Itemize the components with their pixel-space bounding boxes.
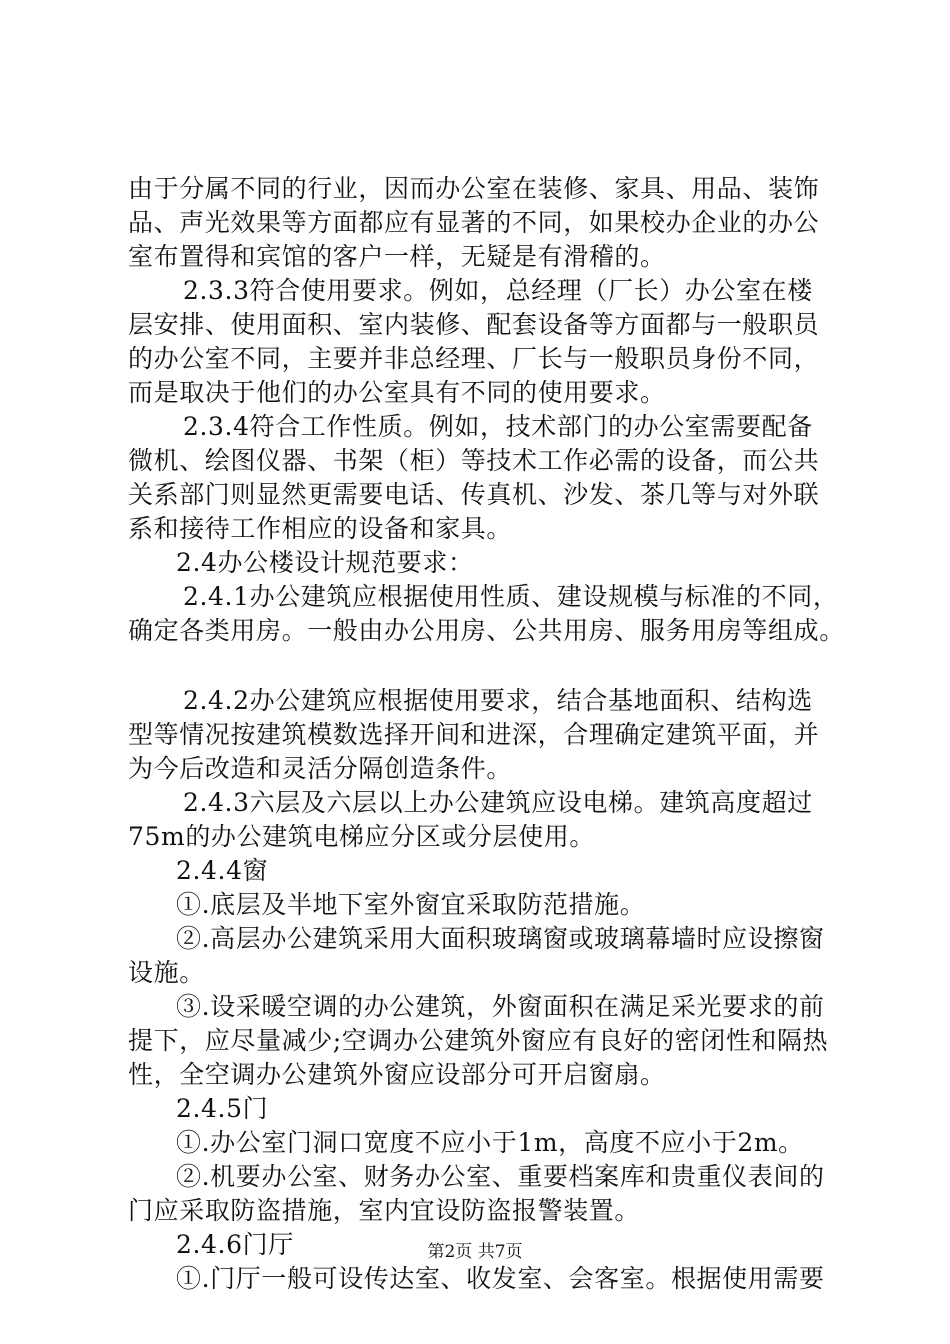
- text-line: 型等情况按建筑模数选择开间和进深，合理确定建筑平面，并: [128, 720, 820, 749]
- text-line: 提下，应尽量减少;空调办公建筑外窗应有良好的密闭性和隔热: [128, 1026, 829, 1055]
- text-line: ①.办公室门洞口宽度不应小于1m，高度不应小于2m。: [176, 1128, 804, 1157]
- text-line: 门应采取防盗措施，室内宜设防盗报警装置。: [128, 1196, 641, 1225]
- section-heading-2-4: [128, 546, 848, 580]
- section-heading: 2.4办公楼设计规范要求：: [176, 548, 474, 577]
- subsection-heading: 2.4.5门: [176, 1094, 269, 1123]
- paragraph-2-4-1: [128, 580, 848, 648]
- text-line: ②.机要办公室、财务办公室、重要档案库和贵重仪表间的: [176, 1162, 825, 1191]
- text-line: 2.4.1办公建筑应根据使用性质、建设规模与标准的不同，: [183, 582, 839, 611]
- text-line: ①.底层及半地下室外窗宜采取防范措施。: [176, 890, 646, 919]
- text-line: 关系部门则显然更需要电话、传真机、沙发、茶几等与对外联: [128, 480, 820, 509]
- text-line: 品、声光效果等方面都应有显著的不同，如果校办企业的办公: [128, 208, 820, 237]
- list-item-door-2: [128, 1160, 848, 1228]
- text-line: ①.门厅一般可设传达室、收发室、会客室。根据使用需要: [176, 1264, 825, 1293]
- paragraph-2-4-3: [128, 786, 848, 854]
- list-item-window-2: [128, 922, 848, 990]
- text-line: 确定各类用房。一般由办公用房、公共用房、服务用房等组成。: [128, 616, 845, 645]
- text-line: ③.设采暖空调的办公建筑，外窗面积在满足采光要求的前: [176, 992, 825, 1021]
- text-line: 2.4.3六层及六层以上办公建筑应设电梯。建筑高度超过: [183, 788, 813, 817]
- text-line: 而是取决于他们的办公室具有不同的使用要求。: [128, 378, 666, 407]
- text-line: 层安排、使用面积、室内装修、配套设备等方面都与一般职员: [128, 310, 820, 339]
- text-line: 75m的办公建筑电梯应分区或分层使用。: [128, 822, 595, 851]
- subsection-heading: 2.4.6门厅: [176, 1230, 294, 1259]
- text-line: 设施。: [128, 958, 205, 987]
- subsection-heading-doors: [128, 1092, 848, 1126]
- list-item-window-3: [128, 990, 848, 1092]
- subsection-heading-windows: [128, 854, 848, 888]
- text-line: 的办公室不同，主要并非总经理、厂长与一般职员身份不同，: [128, 344, 820, 373]
- text-line: ②.高层办公建筑采用大面积玻璃窗或玻璃幕墙时应设擦窗: [176, 924, 825, 953]
- subsection-heading: 2.4.4窗: [176, 856, 269, 885]
- list-item-door-1: [128, 1126, 848, 1160]
- text-line: 2.4.2办公建筑应根据使用要求，结合基地面积、结构选: [183, 686, 813, 715]
- paragraph-2-4-2: [128, 684, 848, 786]
- document-body: [128, 172, 848, 1296]
- page-footer: [0, 1241, 950, 1263]
- text-line: 室布置得和宾馆的客户一样，无疑是有滑稽的。: [128, 242, 666, 271]
- text-line: 为今后改造和灵活分隔创造条件。: [128, 754, 513, 783]
- list-item-window-1: [128, 888, 848, 922]
- blank-line: [128, 648, 848, 684]
- paragraph-industry-difference: [128, 172, 848, 274]
- text-line: 微机、绘图仪器、书架（柜）等技术工作必需的设备，而公共: [128, 446, 820, 475]
- list-item-lobby-1: [128, 1262, 848, 1296]
- text-line: 2.3.4符合工作性质。例如，技术部门的办公室需要配备: [183, 412, 813, 441]
- text-line: 性，全空调办公建筑外窗应设部分可开启窗扇。: [128, 1060, 666, 1089]
- text-line: 2.3.3符合使用要求。例如，总经理（厂长）办公室在楼: [183, 276, 813, 305]
- text-line: 由于分属不同的行业，因而办公室在装修、家具、用品、装饰: [128, 174, 820, 203]
- text-line: 系和接待工作相应的设备和家具。: [128, 514, 513, 543]
- page-number-label: 第2页 共7页: [427, 1242, 523, 1262]
- paragraph-2-3-4: [128, 410, 848, 546]
- paragraph-2-3-3: [128, 274, 848, 410]
